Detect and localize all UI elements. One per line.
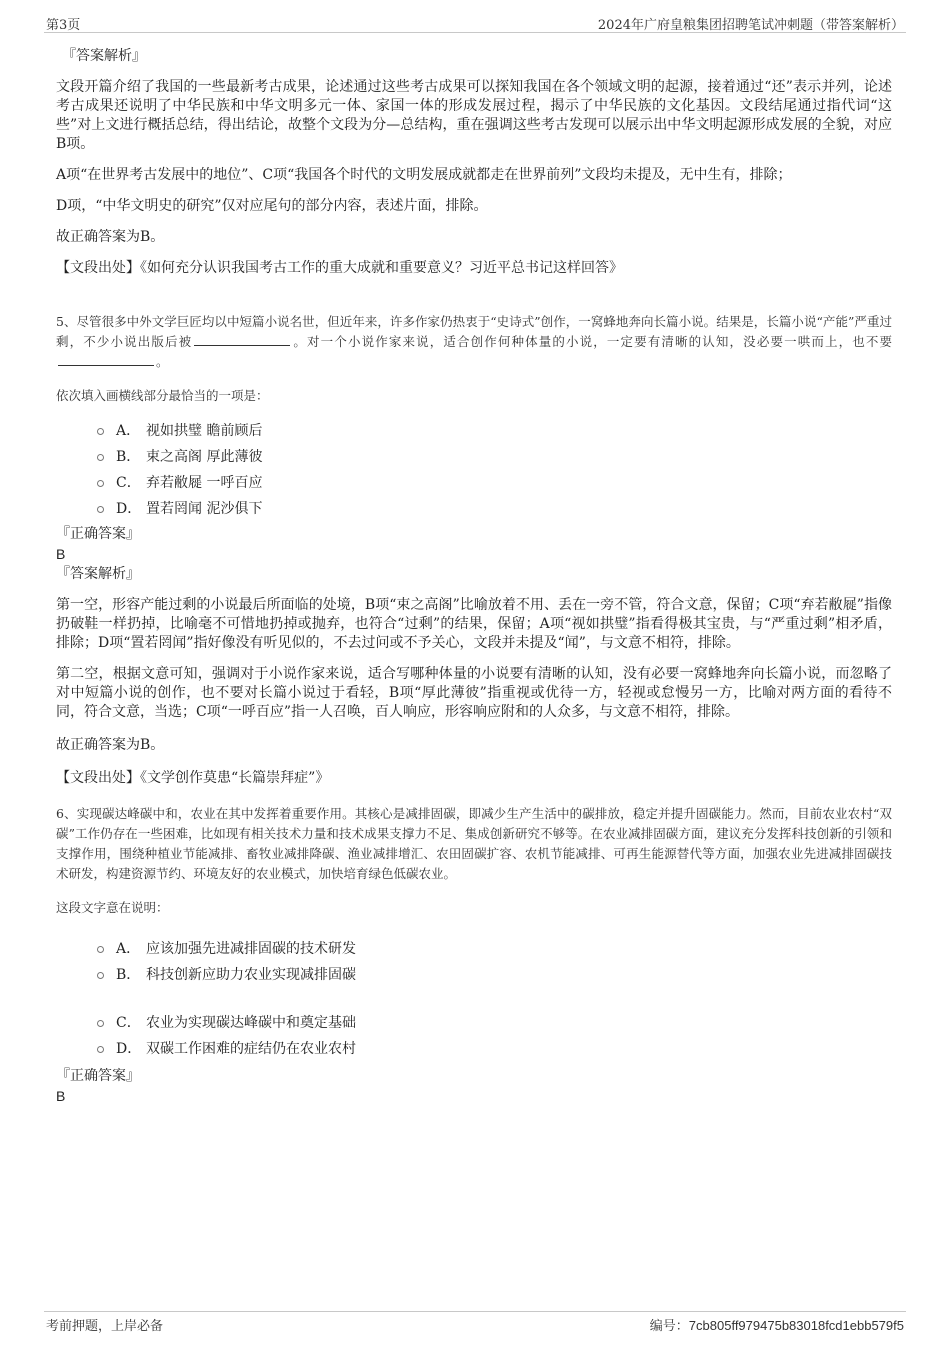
q4-analysis-label: 『答案解析』 xyxy=(62,48,146,64)
page-header xyxy=(44,12,906,33)
q5-analysis-p3: 故正确答案为B。 xyxy=(56,737,165,753)
q5-blank-2 xyxy=(58,353,154,366)
document-title: 2024年广府皇粮集团招聘笔试冲刺题（带答案解析） xyxy=(597,18,904,33)
page-number: 第3页 xyxy=(46,18,81,33)
q5-answer-label: 『正确答案』 xyxy=(56,526,140,542)
document-id: 编号：7cb805ff979475b83018fcd1ebb579f5 xyxy=(649,1318,904,1333)
page-footer xyxy=(44,1311,906,1334)
q6-prompt: 这段文字意在说明： xyxy=(56,900,169,915)
q5-option-b[interactable]: B． 束之高阁 厚此薄彼 xyxy=(56,444,892,470)
q4-analysis-p2: A项“在世界考古发展中的地位”、C项“我国各个时代的文明发展成就都走在世界前列”文段均未提及，无中生有，排除； xyxy=(56,167,792,183)
q5-analysis-label: 『答案解析』 xyxy=(56,566,140,582)
radio-icon[interactable] xyxy=(97,1046,104,1053)
q6-answer: B xyxy=(56,1088,66,1104)
q5-options xyxy=(56,418,892,522)
q5-analysis-p1: 第一空，形容产能过剩的小说最后所面临的处境，B项“束之高阁”比喻放着不用、丢在一旁不管，符合文意，保留；C项“弃若敝屣”指像扔破鞋一样扔掉，比喻毫不可惜地扔掉或抛弃，也符合“过剩”的结果，保留；A项“视如拱璧”指看得极其宝贵，与“严重过剩”相矛盾，排除；D项“置若罔闻”指好像没有听见似的，不去过问或不予关心，文段并未提及“闻”，与文意不相符，排除。 xyxy=(56,597,892,651)
q5-blank-1 xyxy=(194,333,290,346)
q5-option-c[interactable]: C． 弃若敝屣 一呼百应 xyxy=(56,470,892,496)
q4-source: 【文段出处】《如何充分认识我国考古工作的重大成就和重要意义？习近平总书记这样回答》 xyxy=(56,260,623,276)
q6-option-a[interactable]: A． 应该加强先进减排固碳的技术研发 xyxy=(56,936,892,962)
q4-analysis-p1: 文段开篇介绍了我国的一些最新考古成果，论述通过这些考古成果可以探知我国在各个领域文明的起源，接着通过“还”表示并列，论述考古成果还说明了中华民族和中华文明多元一体、家国一体的形成发展过程，揭示了中华民族的文化基因。文段结尾通过指代词“这些”对上文进行概括总结，得出结论，故整个文段为分—总结构，重在强调这些考古发现可以展示出中华文明起源形成发展的全貌，对应B项。 xyxy=(56,79,892,152)
q4-analysis-p3: D项，“中华文明史的研究”仅对应尾句的部分内容，表述片面，排除。 xyxy=(56,198,488,214)
radio-icon[interactable] xyxy=(97,428,104,435)
q6-option-b[interactable]: B． 科技创新应助力农业实现减排固碳 xyxy=(56,962,892,988)
radio-icon[interactable] xyxy=(97,480,104,487)
radio-icon[interactable] xyxy=(97,506,104,513)
q5-option-a[interactable]: A． 视如拱璧 瞻前顾后 xyxy=(56,418,892,444)
q5-answer: B xyxy=(56,546,66,562)
footer-slogan: 考前押题，上岸必备 xyxy=(46,1319,164,1334)
radio-icon[interactable] xyxy=(97,946,104,953)
q5-source: 【文段出处】《文学创作莫患“长篇崇拜症”》 xyxy=(56,770,330,786)
q6-answer-label: 『正确答案』 xyxy=(56,1068,140,1084)
q4-analysis-p4: 故正确答案为B。 xyxy=(56,229,165,245)
q5-option-d[interactable]: D． 置若罔闻 泥沙俱下 xyxy=(56,496,892,522)
radio-icon[interactable] xyxy=(97,972,104,979)
document-body xyxy=(56,46,892,1106)
q6-option-c[interactable]: C． 农业为实现碳达峰碳中和奠定基础 xyxy=(56,1010,892,1036)
radio-icon[interactable] xyxy=(97,454,104,461)
radio-icon[interactable] xyxy=(97,1020,104,1027)
q6-option-d[interactable]: D． 双碳工作困难的症结仍在农业农村 xyxy=(56,1036,892,1062)
q5-prompt: 依次填入画横线部分最恰当的一项是： xyxy=(56,388,269,403)
q6-options xyxy=(56,936,892,1062)
q5-stem: 5、尽管很多中外文学巨匠均以中短篇小说名世，但近年来，许多作家仍热衷于“史诗式”创作，一窝蜂地奔向长篇小说。结果是，长篇小说“产能”严重过剩，不少小说出版后被 。对一个小说作家来说，适合创作何种体量的小说，一定要有清晰的认知，没必要一哄而上，也不要。 xyxy=(56,314,892,369)
q6-stem: 6、实现碳达峰碳中和，农业在其中发挥着重要作用。其核心是减排固碳，即减少生产生活中的碳排放，稳定并提升固碳能力。然而，目前农业农村“双碳”工作仍存在一些困难，比如现有相关技术力量和技术成果支撑力不足、集成创新研究不够等。在农业减排固碳方面，建议充分发挥科技创新的引领和支撑作用，围绕种植业节能减排、畜牧业减排降碳、渔业减排增汇、农田固碳扩容、农机节能减排、可再生能源替代等方面，加强农业先进减排固碳技术研发，构建资源节约、环境友好的农业模式，加快培育绿色低碳农业。 xyxy=(56,806,892,881)
q5-analysis-p2: 第二空，根据文意可知，强调对于小说作家来说，适合写哪种体量的小说要有清晰的认知，没有必要一窝蜂地奔向长篇小说，而忽略了对中短篇小说的创作，也不要对长篇小说过于看轻，B项“厚此薄彼”指重视或优待一方，轻视或怠慢另一方，比喻对两方面的看待不同，符合文意，当选；C项“一呼百应”指一人召唤，百人响应，形容响应附和的人众多，与文意不相符，排除。 xyxy=(56,666,892,720)
